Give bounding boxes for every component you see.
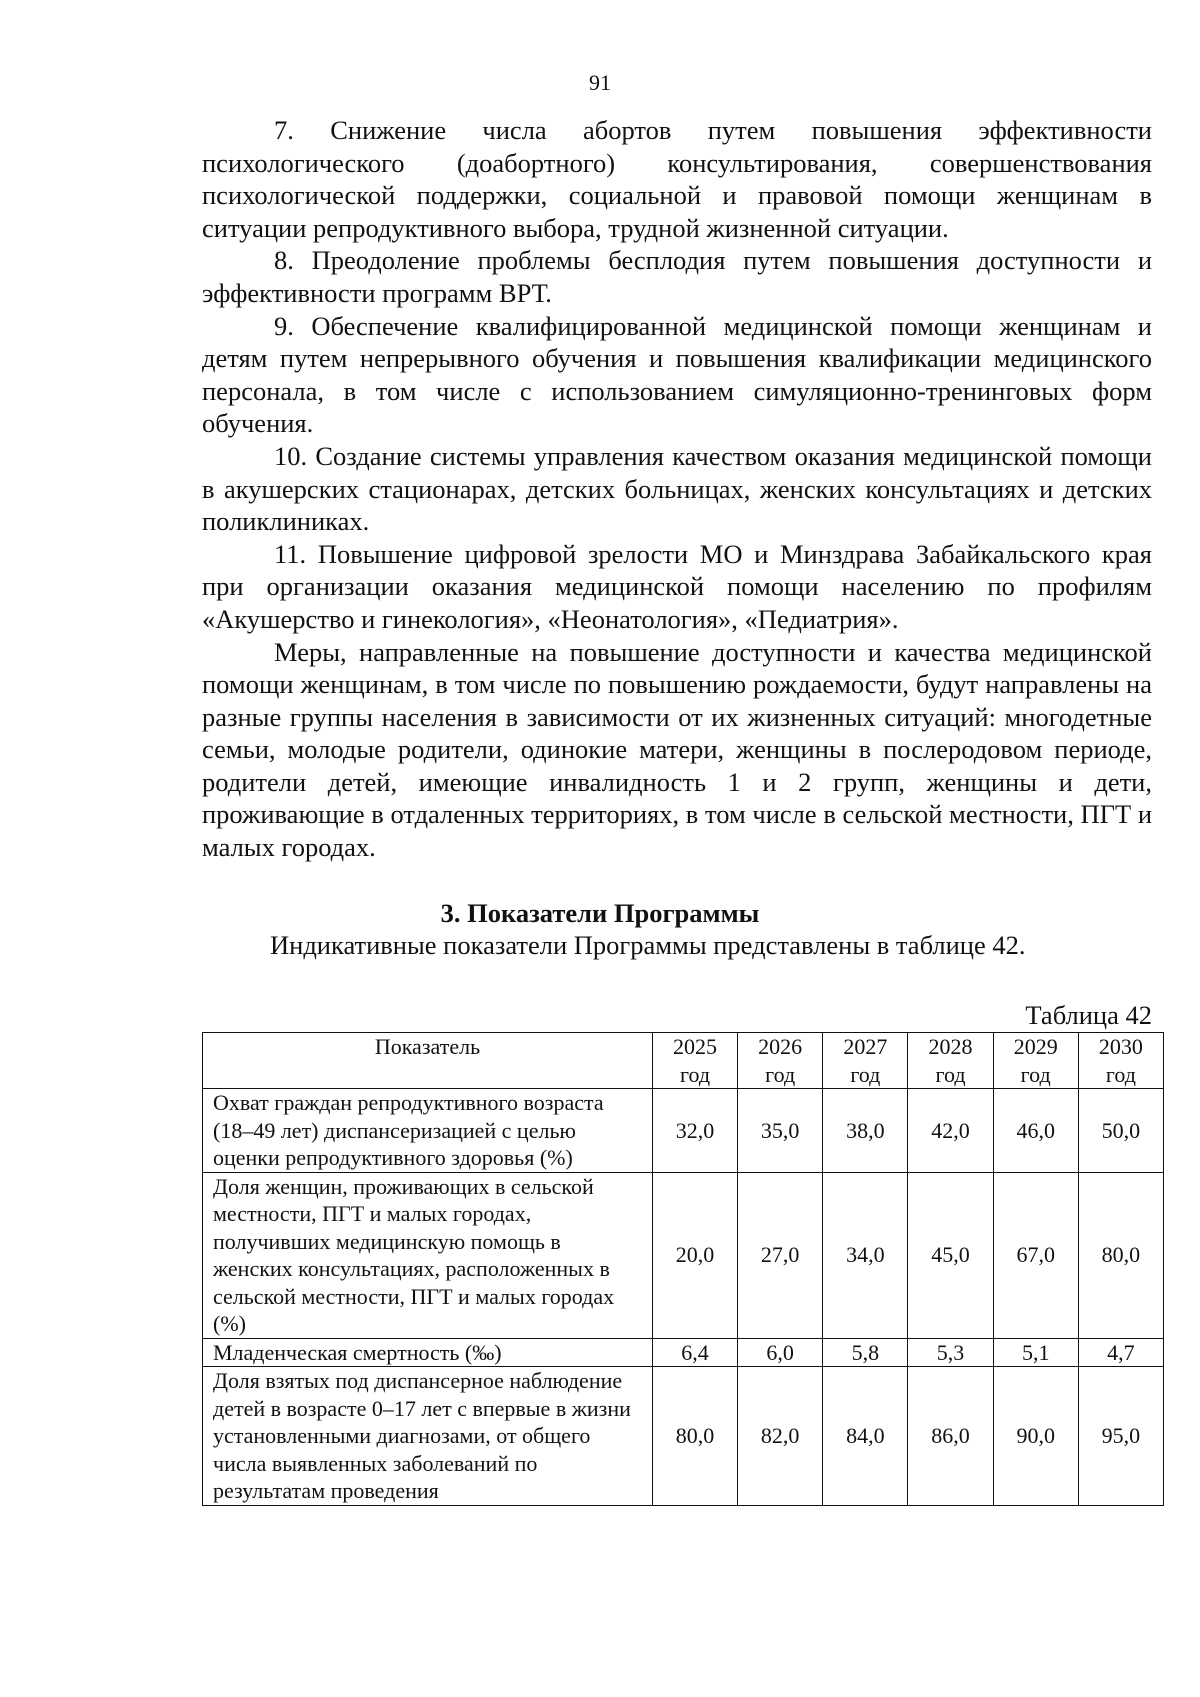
indicator-value: 46,0 (993, 1089, 1078, 1173)
header-year-value: 2025 (673, 1034, 717, 1059)
indicator-value: 86,0 (908, 1367, 993, 1506)
header-year-unit: год (1020, 1061, 1051, 1087)
indicators-table (202, 1032, 1164, 1506)
indicator-value: 42,0 (908, 1089, 993, 1173)
indicator-value: 4,7 (1078, 1338, 1163, 1367)
header-year-value: 2029 (1013, 1034, 1058, 1059)
indicator-value: 5,8 (823, 1338, 908, 1367)
indicator-value: 20,0 (652, 1172, 737, 1338)
table-row (203, 1338, 1164, 1367)
header-year-unit: год (679, 1061, 711, 1087)
indicator-value: 84,0 (823, 1367, 908, 1506)
header-year-unit: год (850, 1061, 881, 1087)
table-row (203, 1367, 1164, 1506)
indicator-value: 45,0 (908, 1172, 993, 1338)
header-year-value: 2027 (843, 1034, 888, 1059)
table-header-row (203, 1033, 1164, 1089)
indicator-value: 80,0 (1078, 1172, 1163, 1338)
header-year (1078, 1033, 1163, 1089)
header-indicator-label: Показатель (374, 1034, 481, 1059)
header-year-value: 2026 (758, 1034, 803, 1059)
paragraph-item-11: 11. Повышение цифровой зрелости МО и Минздрава Забайкальского края при организации оказания медицинской помощи населению по профилям «Акушерство и гинекология», «Неонатология», «Педиатрия». (202, 538, 1152, 634)
indicator-value: 6,0 (738, 1338, 823, 1367)
indicator-label: Младенческая смертность (‰) (203, 1338, 653, 1367)
indicator-value: 82,0 (738, 1367, 823, 1506)
indicator-value: 50,0 (1078, 1089, 1163, 1173)
indicator-value: 5,1 (993, 1338, 1078, 1367)
section-intro: Индикативные показатели Программы представлены в таблице 42. (270, 930, 1026, 960)
indicator-value: 32,0 (652, 1089, 737, 1173)
indicator-label: Доля взятых под диспансерное наблюдение детей в возрасте 0–17 лет с впервые в жизни установленными диагнозами, от общего числа выявленных заболеваний по результатам проведения (203, 1367, 653, 1506)
indicator-value: 80,0 (652, 1367, 737, 1506)
body-text (202, 114, 1152, 864)
header-year (738, 1033, 823, 1089)
header-year (652, 1033, 737, 1089)
paragraph-item-9: 9. Обеспечение квалифицированной медицинской помощи женщинам и детям путем непрерывного обучения и повышения квалификации медицинского персонала, в том числе с использованием симуляционно-тренинговых форм обучения. (202, 310, 1152, 439)
header-year-value: 2028 (928, 1034, 973, 1059)
indicator-label: Доля женщин, проживающих в сельской местности, ПГТ и малых городах, получивших медицинскую помощь в женских консультациях, расположенных в сельской местности, ПГТ и малых городах (%) (203, 1172, 653, 1338)
header-year-unit: год (935, 1061, 966, 1087)
indicator-label: Охват граждан репродуктивного возраста (18–49 лет) диспансеризацией с целью оценки репродуктивного здоровья (%) (203, 1089, 653, 1173)
header-year-value: 2030 (1098, 1034, 1143, 1059)
header-indicator (203, 1033, 653, 1089)
header-year-unit: год (1105, 1061, 1136, 1087)
paragraph-item-10: 10. Создание системы управления качеством оказания медицинской помощи в акушерских стационарах, детских больницах, женских консультациях и детских поликлиниках. (202, 440, 1152, 537)
table-row (203, 1089, 1164, 1173)
indicator-value: 90,0 (993, 1367, 1078, 1506)
table-row (203, 1172, 1164, 1338)
indicator-value: 38,0 (823, 1089, 908, 1173)
indicator-value: 95,0 (1078, 1367, 1163, 1506)
indicator-value: 34,0 (823, 1172, 908, 1338)
header-year (908, 1033, 993, 1089)
indicator-value: 6,4 (652, 1338, 737, 1367)
section-heading: 3. Показатели Программы (440, 898, 760, 928)
indicator-value: 5,3 (908, 1338, 993, 1367)
header-year (993, 1033, 1078, 1089)
paragraph-item-7: 7. Снижение числа абортов путем повышения эффективности психологического (доабортного) консультирования, совершенствования психологической поддержки, социальной и правовой помощи женщинам в ситуации репродуктивного выбора, трудной жизненной ситуации. (202, 115, 1152, 243)
header-year (823, 1033, 908, 1089)
paragraph-item-8: 8. Преодоление проблемы бесплодия путем повышения доступности и эффективности программ ВРТ. (202, 245, 1152, 308)
table-caption: Таблица 42 (1025, 1000, 1152, 1030)
indicator-value: 27,0 (738, 1172, 823, 1338)
indicator-value: 35,0 (738, 1089, 823, 1173)
paragraph-measures: Меры, направленные на повышение доступности и качества медицинской помощи женщинам, в том числе по повышению рождаемости, будут направлены на разные группы населения в зависимости от их жизненных ситуаций: многодетные семьи, молодые родители, одинокие матери, женщины в послеродовом периоде, родители детей, имеющие инвалидность 1 и 2 групп, женщины и дети, проживающие в отдаленных территориях, в том числе в сельской местности, ПГТ и малых городах. (202, 636, 1152, 863)
indicator-value: 67,0 (993, 1172, 1078, 1338)
header-year-unit: год (765, 1061, 796, 1087)
page-number: 91 (589, 70, 611, 95)
